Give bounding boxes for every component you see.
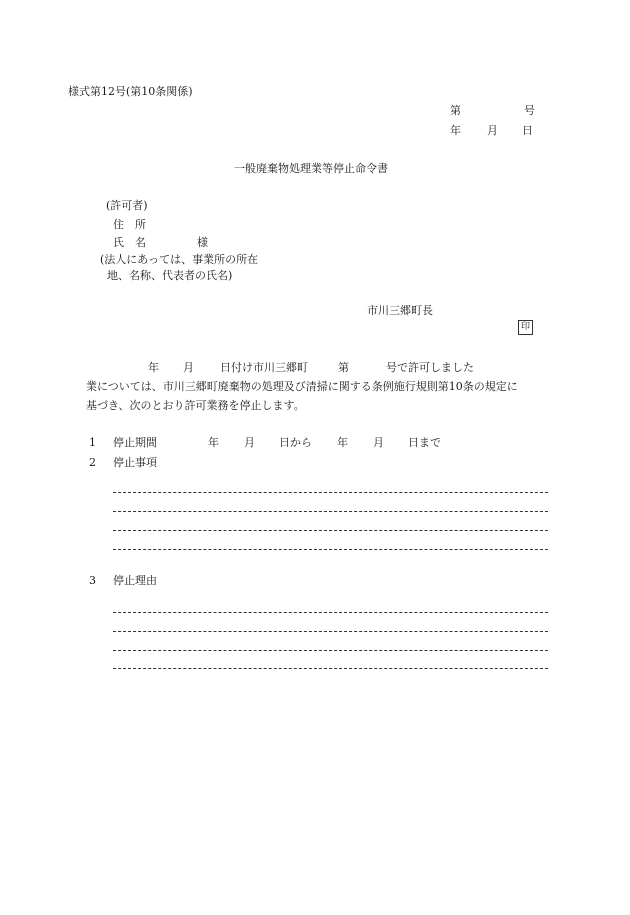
- item2-dashed-line-1: [113, 492, 548, 493]
- corp-note-line1: (法人にあっては、事業所の所在: [100, 253, 259, 266]
- item1-label: 停止期間: [113, 436, 157, 449]
- item1-month2: 月: [373, 436, 384, 449]
- item3-dashed-line-4: [113, 668, 548, 669]
- item1-year2: 年: [337, 436, 348, 449]
- item3-number: 3: [89, 574, 96, 587]
- issuer-title: 市川三郷町長: [367, 304, 433, 317]
- address-label: 住 所: [113, 218, 146, 231]
- body-line1-dai: 第: [338, 361, 349, 374]
- body-line1-month: 月: [183, 361, 194, 374]
- body-line3: 基づき、次のとおり許可業務を停止します。: [86, 399, 305, 412]
- item2-label: 停止事項: [113, 456, 157, 469]
- date-year: 年: [450, 124, 461, 137]
- body-line2: 業については、市川三郷町廃棄物の処理及び清掃に関する条例施行規則第10条の規定に: [86, 380, 518, 393]
- date-month: 月: [487, 124, 498, 137]
- item3-dashed-line-1: [113, 612, 548, 613]
- item2-dashed-line-3: [113, 530, 548, 531]
- doc-number-dai: 第: [450, 104, 461, 117]
- item2-number: 2: [89, 456, 96, 469]
- item3-dashed-line-2: [113, 631, 548, 632]
- form-number: 様式第12号(第10条関係): [68, 85, 193, 98]
- item1-until: 日まで: [408, 436, 441, 449]
- item1-number: 1: [89, 436, 96, 449]
- item2-dashed-line-2: [113, 511, 548, 512]
- body-line1-year: 年: [148, 361, 159, 374]
- body-line1-text: 日付け市川三郷町: [220, 361, 308, 374]
- item3-dashed-line-3: [113, 650, 548, 651]
- doc-number-go: 号: [524, 104, 535, 117]
- body-line1-end: 号で許可しました: [386, 361, 474, 374]
- item1-month1: 月: [244, 436, 255, 449]
- name-label: 氏 名: [113, 236, 146, 249]
- recipient-header: (許可者): [106, 199, 148, 212]
- item3-label: 停止理由: [113, 574, 157, 587]
- date-day: 日: [522, 124, 533, 137]
- item1-from: 日から: [279, 436, 312, 449]
- seal-mark: 印: [518, 320, 533, 335]
- document-title: 一般廃棄物処理業等停止命令書: [234, 162, 388, 175]
- item2-dashed-line-4: [113, 549, 548, 550]
- item1-year1: 年: [208, 436, 219, 449]
- corp-note-line2: 地、名称、代表者の氏名): [107, 269, 233, 282]
- honorific: 様: [197, 236, 208, 249]
